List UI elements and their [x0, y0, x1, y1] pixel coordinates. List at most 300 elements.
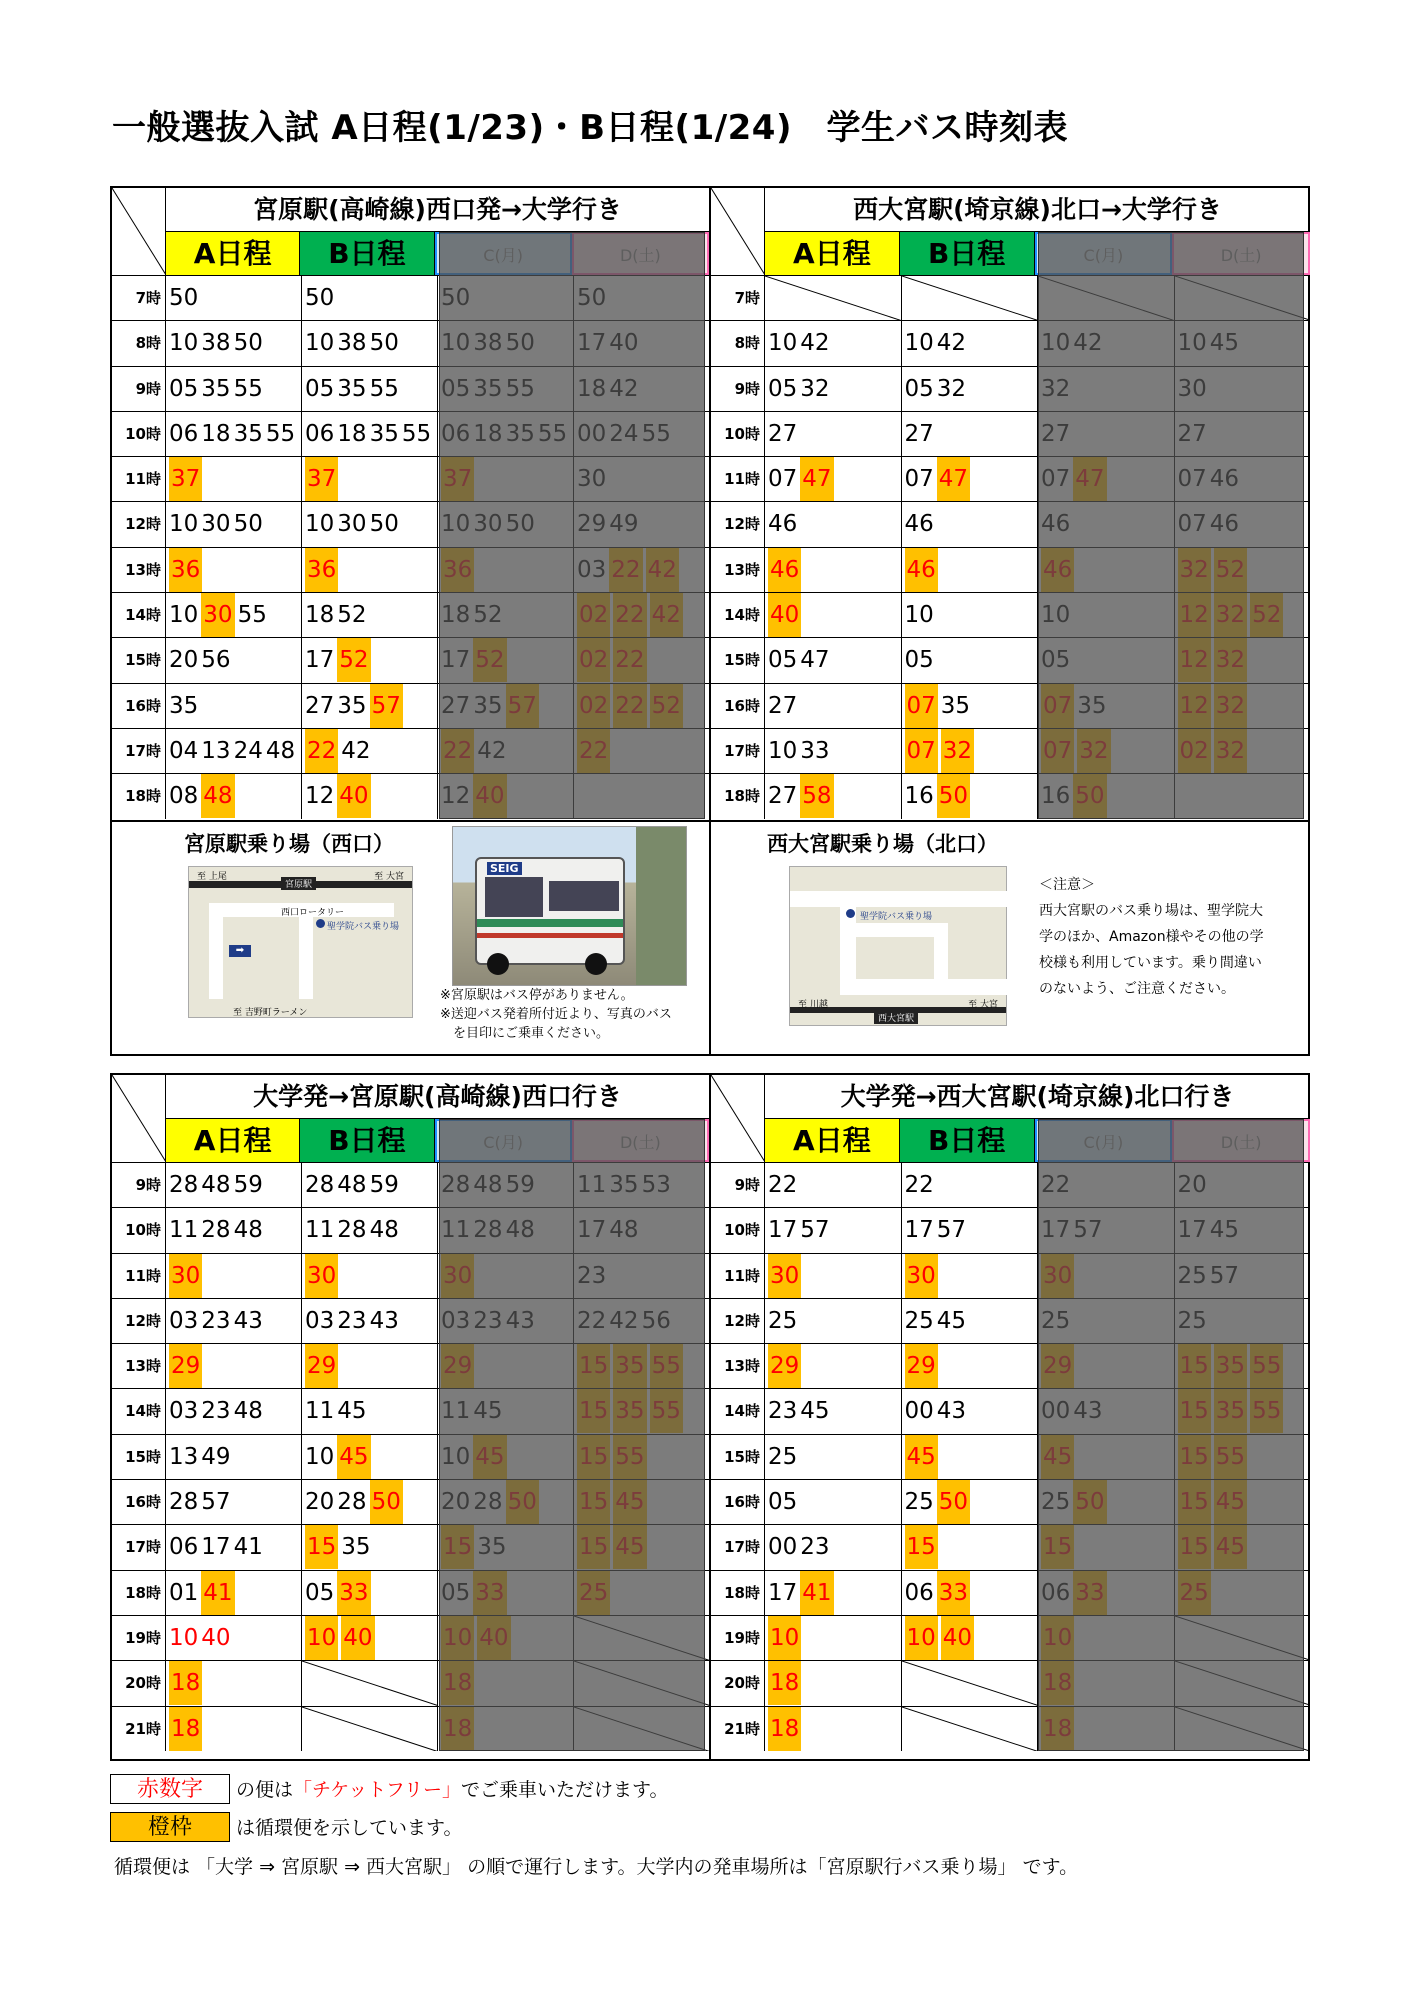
hour-label: 15時 — [711, 638, 765, 682]
time-cell — [166, 367, 302, 411]
departure-minute: 10 — [169, 1624, 199, 1651]
time-cell — [302, 1571, 438, 1615]
timetable-title: 大学発→西大宮駅(埼京線)北口行き — [765, 1075, 1310, 1119]
hour-label: 18時 — [112, 774, 166, 818]
departure-minute: 46 — [905, 548, 938, 592]
map-station-name: 西大宮駅 — [874, 1011, 918, 1024]
orange-frame-swatch: 橙枠 — [110, 1812, 230, 1842]
departure-minute: 48 — [337, 1172, 367, 1198]
time-cell — [302, 638, 438, 682]
page-title: 一般選抜入試 A日程(1/23)・B日程(1/24) 学生バス時刻表 — [112, 108, 1068, 148]
hour-label: 12時 — [112, 1299, 166, 1343]
departure-minute: 42 — [936, 330, 967, 357]
departure-minute: 10 — [768, 737, 798, 764]
hour-label: 7時 — [112, 276, 166, 320]
departure-minute: 17 — [768, 1217, 798, 1244]
bus-image — [475, 857, 625, 965]
departure-minute: 40 — [341, 1616, 374, 1660]
departure-minute: 05 — [768, 647, 798, 674]
departure-minute: 18 — [169, 1707, 202, 1751]
hour-label: 14時 — [711, 593, 765, 637]
departure-minute: 23 — [201, 1307, 231, 1334]
time-cell — [765, 1571, 902, 1615]
departure-minute: 10 — [169, 511, 199, 538]
departure-minute: 18 — [768, 1707, 801, 1751]
time-cell — [166, 1163, 302, 1207]
hour-label: 10時 — [112, 1208, 166, 1252]
departure-minute: 55 — [233, 375, 263, 402]
departure-minute: 35 — [337, 692, 367, 719]
departure-minute: 41 — [201, 1571, 234, 1615]
departure-minute: 50 — [369, 511, 399, 538]
departure-minute: 36 — [305, 548, 338, 592]
departure-minute: 57 — [936, 1217, 967, 1244]
departure-minute: 37 — [169, 457, 202, 501]
time-cell — [902, 1254, 1039, 1298]
bus-stop-pin-icon — [846, 909, 855, 918]
time-cell — [302, 1299, 438, 1343]
departure-minute: 10 — [904, 330, 934, 357]
legend-orange — [110, 1812, 462, 1842]
time-cell — [765, 321, 902, 365]
hour-label: 14時 — [112, 1389, 166, 1433]
time-cell — [765, 729, 902, 773]
departure-minute: 00 — [768, 1534, 798, 1561]
column-header-a: A日程 — [765, 1119, 900, 1162]
departure-minute: 13 — [201, 737, 231, 764]
time-cell — [902, 1480, 1039, 1524]
legend-red — [110, 1774, 668, 1804]
departure-minute: 33 — [937, 1571, 970, 1615]
hour-label: 19時 — [112, 1616, 166, 1660]
departure-minute: 23 — [800, 1534, 830, 1561]
time-cell — [765, 1707, 902, 1751]
time-cell — [902, 1299, 1039, 1343]
hour-label: 18時 — [711, 1571, 765, 1615]
miyahara-map — [188, 866, 413, 1018]
departure-minute: 15 — [305, 1525, 338, 1569]
departure-minute: 05 — [768, 1489, 798, 1516]
time-cell — [166, 593, 302, 637]
hour-label: 17時 — [112, 1525, 166, 1569]
time-cell — [765, 1435, 902, 1479]
time-cell — [166, 1344, 302, 1388]
time-cell — [765, 638, 902, 682]
departure-minute: 50 — [937, 1480, 970, 1524]
time-cell — [902, 1525, 1039, 1569]
departure-minute: 50 — [369, 330, 399, 357]
departure-minute: 18 — [305, 602, 335, 629]
map-station-name: 宮原駅 — [281, 877, 316, 890]
legend-text: は循環便を示しています。 — [236, 1817, 463, 1839]
no-service-cell — [902, 1707, 1039, 1751]
map-direction-right: 至 大宮 — [374, 872, 404, 882]
departure-minute: 35 — [169, 692, 199, 719]
departure-minute: 29 — [768, 1344, 801, 1388]
time-cell — [902, 321, 1039, 365]
hour-label: 10時 — [112, 412, 166, 456]
departure-minute: 47 — [800, 647, 830, 674]
time-cell — [166, 548, 302, 592]
departure-minute: 10 — [904, 602, 934, 629]
time-cell — [302, 1208, 438, 1252]
boarding-info — [112, 820, 1308, 1056]
hour-label: 14時 — [112, 593, 166, 637]
caution-note — [1039, 872, 1309, 1002]
departure-minute: 23 — [768, 1398, 798, 1425]
departure-minute: 27 — [768, 783, 798, 810]
time-cell — [902, 1344, 1039, 1388]
departure-minute: 24 — [233, 737, 263, 764]
departure-minute: 06 — [169, 1534, 199, 1561]
departure-minute: 52 — [337, 638, 370, 682]
departure-minute: 28 — [337, 1217, 367, 1244]
departure-minute: 45 — [337, 1398, 367, 1425]
no-service-cell — [302, 1661, 438, 1705]
departure-minute: 11 — [305, 1217, 335, 1244]
departure-minute: 07 — [905, 684, 938, 728]
departure-minute: 40 — [201, 1624, 231, 1651]
column-header-b: B日程 — [900, 232, 1035, 275]
caution-line: のないよう、ご注意ください。 — [1039, 981, 1235, 997]
departure-minute: 23 — [337, 1307, 367, 1334]
departure-minute: 10 — [169, 330, 199, 357]
time-cell — [302, 321, 438, 365]
departure-minute: 18 — [768, 1661, 801, 1705]
departure-minute: 48 — [369, 1217, 399, 1244]
hour-label: 18時 — [711, 774, 765, 818]
time-cell — [902, 457, 1039, 501]
departure-minute: 32 — [936, 375, 967, 402]
departure-minute: 06 — [305, 420, 335, 447]
departure-minute: 59 — [233, 1172, 263, 1198]
departure-minute: 30 — [201, 593, 234, 637]
departure-minute: 33 — [337, 1571, 370, 1615]
time-cell — [902, 1571, 1039, 1615]
departure-minute: 48 — [201, 774, 234, 818]
note-line: を目印にご乗車ください。 — [440, 1026, 610, 1041]
departure-minute: 45 — [800, 1398, 830, 1425]
time-cell — [765, 1254, 902, 1298]
time-cell — [166, 1435, 302, 1479]
departure-minute: 10 — [905, 1616, 938, 1660]
departure-minute: 10 — [768, 1616, 801, 1660]
hour-label: 7時 — [711, 276, 765, 320]
time-cell — [166, 276, 302, 320]
departure-minute: 32 — [941, 729, 974, 773]
hour-label: 16時 — [711, 684, 765, 728]
departure-minute: 03 — [305, 1307, 335, 1334]
departure-minute: 40 — [941, 1616, 974, 1660]
hour-label: 15時 — [112, 1435, 166, 1479]
departure-minute: 48 — [201, 1172, 231, 1198]
column-header-b: B日程 — [900, 1119, 1035, 1162]
departure-minute: 05 — [169, 375, 199, 402]
departure-minute: 45 — [337, 1435, 370, 1479]
departure-minute: 15 — [905, 1525, 938, 1569]
departure-minute: 40 — [768, 593, 801, 637]
time-cell — [166, 1480, 302, 1524]
departure-minute: 46 — [768, 548, 801, 592]
departure-minute: 03 — [169, 1307, 199, 1334]
timetable-title: 宮原駅(高崎線)西口発→大学行き — [166, 188, 709, 232]
column-header-a: A日程 — [166, 232, 300, 275]
caution-line: 西大宮駅のバス乗り場は、聖学院大 — [1039, 903, 1263, 919]
time-cell — [902, 684, 1039, 728]
departure-minute: 30 — [337, 511, 367, 538]
time-cell — [765, 774, 902, 818]
time-cell — [765, 684, 902, 728]
time-cell — [302, 1435, 438, 1479]
corner-cell — [112, 188, 166, 275]
time-cell — [302, 276, 438, 320]
departure-minute: 42 — [800, 330, 830, 357]
time-cell — [166, 774, 302, 818]
no-service-cell — [902, 276, 1039, 320]
time-cell — [166, 1616, 302, 1660]
time-cell — [765, 502, 902, 546]
departure-minute: 18 — [201, 420, 231, 447]
map-rotary-label: 西口ロータリー — [281, 908, 345, 918]
departure-minute: 30 — [305, 1254, 338, 1298]
hour-label: 16時 — [112, 684, 166, 728]
departure-minute: 57 — [201, 1489, 231, 1516]
departure-minute: 16 — [904, 783, 934, 810]
departure-minute: 08 — [169, 783, 199, 810]
hour-label: 18時 — [112, 1571, 166, 1615]
time-cell — [765, 548, 902, 592]
hour-label: 9時 — [112, 367, 166, 411]
caution-line: 学のほか、Amazon様やその他の学 — [1039, 929, 1264, 945]
hour-label: 14時 — [711, 1389, 765, 1433]
time-cell — [765, 1661, 902, 1705]
departure-minute: 57 — [370, 684, 403, 728]
hour-label: 13時 — [711, 1344, 765, 1388]
map-direction-left: 至 川越 — [798, 1000, 828, 1010]
departure-minute: 20 — [169, 647, 199, 674]
hour-label: 9時 — [711, 1163, 765, 1207]
time-cell — [902, 638, 1039, 682]
departure-minute: 28 — [169, 1172, 199, 1198]
time-cell — [166, 1389, 302, 1433]
departure-minute: 33 — [800, 737, 830, 764]
departure-minute: 50 — [937, 774, 970, 818]
caution-line: 校様も利用しています。乗り間違い — [1039, 955, 1262, 971]
departure-minute: 38 — [201, 330, 231, 357]
arrow-right-icon: ➡ — [229, 945, 251, 957]
hour-label: 21時 — [112, 1707, 166, 1751]
miyahara-boarding-label: 宮原駅乗り場（西口） — [184, 832, 394, 856]
time-cell — [765, 1344, 902, 1388]
departure-minute: 30 — [201, 511, 231, 538]
no-service-cell — [902, 1661, 1039, 1705]
departure-minute: 43 — [936, 1398, 967, 1425]
time-cell — [302, 367, 438, 411]
departure-minute: 46 — [904, 511, 934, 538]
hour-label: 17時 — [112, 729, 166, 773]
hour-label: 11時 — [112, 1254, 166, 1298]
departure-minute: 07 — [904, 466, 934, 493]
departure-minute: 35 — [337, 375, 367, 402]
timetable-university-to-miyahara — [112, 1075, 711, 1759]
departure-minute: 23 — [201, 1398, 231, 1425]
departure-minute: 42 — [341, 737, 371, 764]
departure-minute: 29 — [169, 1344, 202, 1388]
map-direction-right: 至 大宮 — [968, 1000, 998, 1010]
time-cell — [302, 1480, 438, 1524]
map-bus-stop-label: 聖学院バス乗り場 — [327, 922, 400, 932]
departure-minute: 27 — [904, 420, 934, 447]
departure-minute: 25 — [904, 1489, 934, 1516]
time-cell — [765, 457, 902, 501]
time-cell — [166, 729, 302, 773]
time-cell — [302, 1389, 438, 1433]
time-cell — [765, 1525, 902, 1569]
time-cell — [902, 548, 1039, 592]
hour-label: 11時 — [711, 457, 765, 501]
time-cell — [166, 321, 302, 365]
hour-label: 10時 — [711, 1208, 765, 1252]
departure-minute: 35 — [341, 1534, 371, 1561]
hour-label: 15時 — [711, 1435, 765, 1479]
departure-minute: 55 — [237, 602, 267, 629]
map-bus-stop-label: 聖学院バス乗り場 — [860, 912, 933, 922]
bus-sign: SEIG — [487, 862, 522, 875]
departure-minute: 56 — [201, 647, 231, 674]
miyahara-notes — [440, 986, 710, 1043]
time-cell — [902, 774, 1039, 818]
legend-text: の便は — [236, 1779, 294, 1801]
time-cell — [902, 1435, 1039, 1479]
time-cell — [765, 1208, 902, 1252]
departure-minute: 28 — [337, 1489, 367, 1516]
departure-minute: 47 — [937, 457, 970, 501]
time-cell — [765, 1480, 902, 1524]
departure-minute: 10 — [305, 511, 335, 538]
departure-minute: 35 — [233, 420, 263, 447]
column-header-b: B日程 — [300, 1119, 434, 1162]
nishiomiya-map — [789, 866, 1007, 1026]
hour-label: 20時 — [711, 1661, 765, 1705]
departure-minute: 01 — [169, 1579, 199, 1606]
time-cell — [765, 1299, 902, 1343]
hour-label: 11時 — [112, 457, 166, 501]
time-cell — [166, 1571, 302, 1615]
departure-minute: 27 — [305, 692, 335, 719]
departure-minute: 05 — [904, 375, 934, 402]
departure-minute: 28 — [169, 1489, 199, 1516]
caution-title: ＜注意＞ — [1039, 877, 1095, 893]
departure-minute: 13 — [169, 1443, 199, 1470]
departure-minute: 40 — [337, 774, 370, 818]
time-cell — [765, 1616, 902, 1660]
departure-minute: 35 — [940, 692, 971, 719]
time-cell — [765, 593, 902, 637]
hour-label: 16時 — [112, 1480, 166, 1524]
departure-minute: 47 — [800, 457, 833, 501]
hour-label: 13時 — [112, 1344, 166, 1388]
departure-minute: 50 — [305, 285, 335, 311]
timetable-university-to-nishiomiya — [711, 1075, 1310, 1759]
departure-minute: 22 — [305, 729, 338, 773]
departure-minute: 25 — [768, 1443, 798, 1470]
miyahara-boarding-info — [112, 822, 711, 1056]
map-direction-left: 至 上尾 — [197, 872, 227, 882]
time-cell — [166, 1299, 302, 1343]
column-header-b: B日程 — [300, 232, 434, 275]
column-header-a: A日程 — [765, 232, 900, 275]
departure-minute: 17 — [904, 1217, 934, 1244]
departure-minute: 05 — [305, 375, 335, 402]
time-cell — [302, 1616, 438, 1660]
hour-label: 20時 — [112, 1661, 166, 1705]
departure-minute: 06 — [904, 1579, 934, 1606]
time-cell — [902, 412, 1039, 456]
time-cell — [166, 1254, 302, 1298]
departure-minute: 28 — [305, 1172, 335, 1198]
map-direction-bottom: 至 吉野町ラーメン — [233, 1008, 308, 1018]
hour-label: 9時 — [711, 367, 765, 411]
departure-minute: 10 — [169, 602, 199, 629]
hour-label: 17時 — [711, 1525, 765, 1569]
departure-minute: 50 — [370, 1480, 403, 1524]
departure-minute: 05 — [768, 375, 798, 402]
departure-minute: 48 — [265, 737, 296, 764]
time-cell — [902, 593, 1039, 637]
departure-minute: 04 — [169, 737, 199, 764]
hour-label: 13時 — [112, 548, 166, 592]
departure-minute: 28 — [201, 1217, 231, 1244]
departure-minute: 05 — [904, 647, 934, 674]
departure-minute: 48 — [233, 1217, 263, 1244]
red-number-swatch: 赤数字 — [110, 1774, 230, 1804]
time-cell — [166, 1208, 302, 1252]
departure-minute: 30 — [768, 1254, 801, 1298]
time-cell — [302, 1163, 438, 1207]
hour-label: 12時 — [112, 502, 166, 546]
departure-minute: 57 — [800, 1217, 830, 1244]
departure-minute: 27 — [768, 692, 798, 719]
departure-minute: 38 — [337, 330, 367, 357]
c-d-columns-overlay — [439, 232, 706, 819]
hour-label: 17時 — [711, 729, 765, 773]
departure-minute: 03 — [169, 1398, 199, 1425]
departure-minute: 59 — [369, 1172, 399, 1198]
ticket-free-text: 「チケットフリー」 — [293, 1779, 461, 1801]
departure-minute: 30 — [169, 1254, 202, 1298]
loop-route-note: 循環便は 「大学 ⇒ 宮原駅 ⇒ 西大宮駅」 の順で運行します。大学内の発車場所は「宮原駅行バス乗り場」 です。 — [114, 1856, 1079, 1878]
corner-cell — [711, 188, 765, 275]
time-cell — [302, 457, 438, 501]
time-cell — [765, 1163, 902, 1207]
departure-minute: 11 — [305, 1398, 335, 1425]
time-cell — [302, 593, 438, 637]
time-cell — [166, 638, 302, 682]
departure-minute: 49 — [201, 1443, 231, 1470]
departure-minute: 25 — [768, 1307, 798, 1334]
departure-minute: 55 — [265, 420, 296, 447]
time-cell — [302, 412, 438, 456]
departure-minute: 35 — [369, 420, 399, 447]
hour-label: 12時 — [711, 1299, 765, 1343]
departure-minute: 29 — [305, 1344, 338, 1388]
departure-minute: 30 — [905, 1254, 938, 1298]
departure-minute: 46 — [768, 511, 798, 538]
time-cell — [302, 729, 438, 773]
nishiomiya-boarding-label: 西大宮駅乗り場（北口） — [767, 832, 998, 856]
no-service-cell — [765, 276, 902, 320]
departure-minute: 35 — [201, 375, 231, 402]
